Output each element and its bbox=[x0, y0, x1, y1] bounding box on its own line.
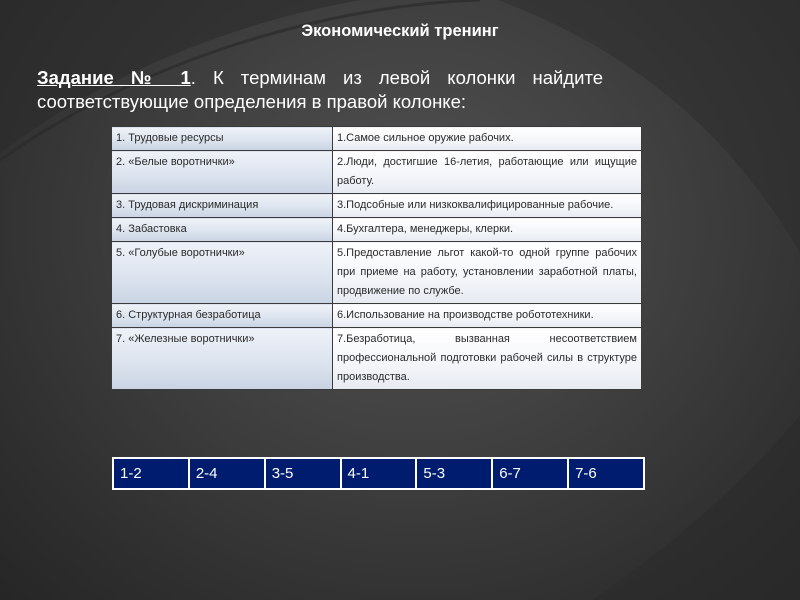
answer-cell: 2-4 bbox=[189, 458, 265, 489]
term-cell: 1. Трудовые ресурсы bbox=[112, 127, 333, 151]
table-row bbox=[112, 328, 642, 390]
term-cell: 3. Трудовая дискриминация bbox=[112, 194, 333, 218]
answers-row bbox=[113, 458, 644, 489]
answer-cell: 4-1 bbox=[341, 458, 417, 489]
table-row bbox=[112, 151, 642, 194]
term-cell: 2. «Белые воротнички» bbox=[112, 151, 333, 194]
answer-cell: 1-2 bbox=[113, 458, 189, 489]
definition-cell: 5.Предоставление льгот какой-то одной группе рабочих при приеме на работу, установлении заработной платы, продвижение по службе. bbox=[333, 242, 642, 304]
answer-cell: 7-6 bbox=[568, 458, 644, 489]
answer-cell: 5-3 bbox=[416, 458, 492, 489]
term-cell: 4. Забастовка bbox=[112, 218, 333, 242]
table-row bbox=[112, 127, 642, 151]
table-row bbox=[112, 304, 642, 328]
answer-cell: 6-7 bbox=[492, 458, 568, 489]
term-cell: 6. Структурная безработица bbox=[112, 304, 333, 328]
terms-table bbox=[111, 126, 642, 390]
task-label: Задание № 1 bbox=[37, 67, 191, 88]
table-row bbox=[112, 242, 642, 304]
definition-cell: 7.Безработица, вызванная несоответствием профессиональной подготовки рабочей силы в структуре производства. bbox=[333, 328, 642, 390]
slide-title: Экономический тренинг bbox=[301, 22, 499, 40]
answer-cell: 3-5 bbox=[265, 458, 341, 489]
definition-cell: 1.Самое сильное оружие рабочих. bbox=[333, 127, 642, 151]
definition-cell: 2.Люди, достигшие 16-летия, работающие или ищущие работу. bbox=[333, 151, 642, 194]
table-row bbox=[112, 194, 642, 218]
term-cell: 5. «Голубые воротнички» bbox=[112, 242, 333, 304]
definition-cell: 4.Бухгалтера, менеджеры, клерки. bbox=[333, 218, 642, 242]
definition-cell: 6.Использование на производстве робототехники. bbox=[333, 304, 642, 328]
answers-table bbox=[112, 457, 645, 490]
task-description: Задание № 1. К терминам из левой колонки найдите соответствующие определения в правой колонке: bbox=[37, 67, 603, 112]
definition-cell: 3.Подсобные или низкоквалифицированные рабочие. bbox=[333, 194, 642, 218]
term-cell: 7. «Железные воротнички» bbox=[112, 328, 333, 390]
task-text: К терминам из левой колонки найдите соответствующие определения в правой колонке: bbox=[37, 67, 603, 112]
table-row bbox=[112, 218, 642, 242]
